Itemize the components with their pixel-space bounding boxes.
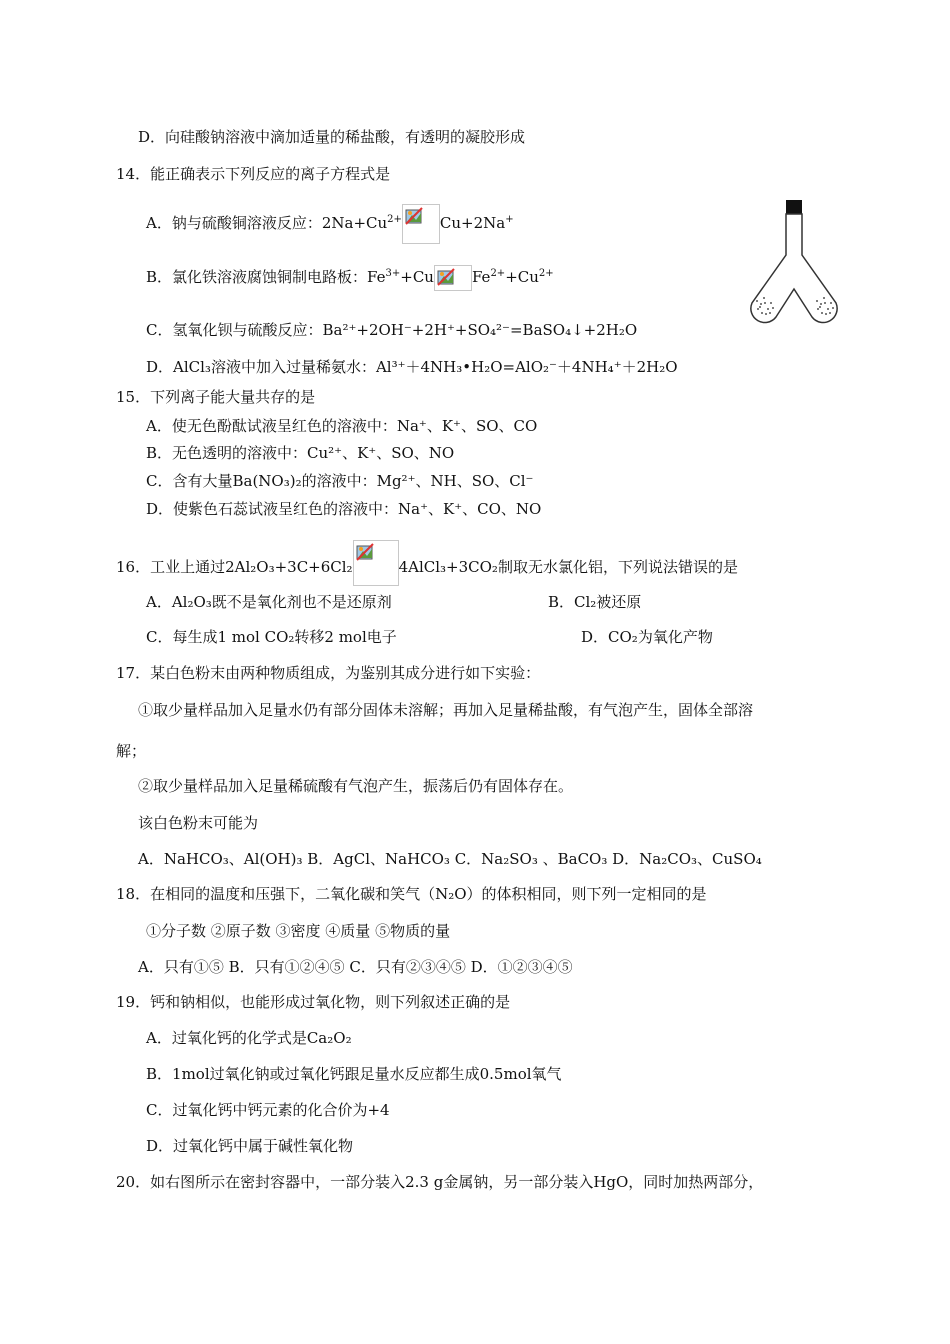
q16-option-b: B．Cl₂被还原: [548, 593, 642, 611]
q14-option-d: D．AlCl₃溶液中加入过量稀氨水：Al³⁺＋4NH₃•H₂O=AlO₂⁻＋4NH₄⁺＋2H₂O: [146, 358, 678, 376]
reaction-condition-image: [353, 540, 399, 586]
q16-option-d: D．CO₂为氧化产物: [581, 628, 713, 646]
q17-step1-cont: 解；: [116, 742, 147, 760]
q15-option-c: C．含有大量Ba(NO₃)₂的溶液中：Mg²⁺、NH、SO、Cl⁻: [146, 472, 534, 490]
q14-option-c: C．氢氧化钡与硫酸反应：Ba²⁺+2OH⁻+2H⁺+SO₄²⁻=BaSO₄↓+2H₂O: [146, 321, 638, 339]
reaction-arrow-image: [434, 265, 472, 291]
q15-option-b: B．无色透明的溶液中：Cu²⁺、K⁺、SO、NO: [146, 444, 455, 462]
q16-option-c: C．每生成1 mol CO₂转移2 mol电子: [146, 628, 397, 646]
q19-option-b: B．1mol过氧化钠或过氧化钙跟足量水反应都生成0.5mol氧气: [146, 1065, 562, 1083]
q14-stem: 14．能正确表示下列反应的离子方程式是: [116, 165, 391, 183]
q20-stem: 20．如右图所示在密封容器中，一部分装入2.3 g金属钠，另一部分装入HgO，同时加热两部分，: [116, 1173, 764, 1191]
q17-question: 该白色粉末可能为: [138, 814, 259, 832]
q16-stem: 16．工业上通过2Al₂O₃+3C+6Cl₂ 4AlCl₃+3CO₂制取无水氯化铝，下列说法错误的是: [116, 540, 738, 586]
q15-stem: 15．下列离子能大量共存的是: [116, 388, 316, 406]
q18-stem: 18．在相同的温度和压强下，二氧化碳和笑气（N₂O）的体积相同，则下列一定相同的是: [116, 885, 707, 903]
q17-step2: ②取少量样品加入足量稀硫酸有气泡产生，振荡后仍有固体存在。: [138, 777, 574, 795]
q18-options: A．只有①⑤ B．只有①②④⑤ C．只有②③④⑤ D．①②③④⑤: [138, 958, 573, 976]
reaction-arrow-image: [402, 204, 440, 244]
q18-items: ①分子数 ②原子数 ③密度 ④质量 ⑤物质的量: [146, 922, 451, 940]
q14-option-a: A．钠与硫酸铜溶液反应：$2Na+Cu^{2+}$ Cu+2Na+: [146, 204, 514, 244]
q19-stem: 19．钙和钠相似，也能形成过氧化物，则下列叙述正确的是: [116, 993, 511, 1011]
y-tube-apparatus-icon: [740, 195, 850, 335]
q16-option-a: A．Al₂O₃既不是氧化剂也不是还原剂: [146, 593, 392, 611]
q19-option-a: A．过氧化钙的化学式是Ca₂O₂: [146, 1029, 352, 1047]
q17-options: A．NaHCO₃、Al(OH)₃ B．AgCl、NaHCO₃ C．Na₂SO₃ 、BaCO₃ D．Na₂CO₃、CuSO₄: [138, 850, 762, 868]
broken-image-icon: [405, 207, 423, 225]
q17-stem: 17．某白色粉末由两种物质组成，为鉴别其成分进行如下实验：: [116, 664, 541, 682]
q17-step1: ①取少量样品加入足量水仍有部分固体未溶解；再加入足量稀盐酸，有气泡产生，固体全部溶: [138, 701, 754, 719]
q19-option-c: C．过氧化钙中钙元素的化合价为+4: [146, 1101, 390, 1119]
broken-image-icon: [356, 543, 374, 561]
q19-option-d: D．过氧化钙中属于碱性氧化物: [146, 1137, 354, 1155]
q13-option-d: D．向硅酸钠溶液中滴加适量的稀盐酸，有透明的凝胶形成: [138, 128, 526, 146]
q15-option-a: A．使无色酚酞试液呈红色的溶液中：Na⁺、K⁺、SO、CO: [146, 417, 538, 435]
q14-option-b: B．氯化铁溶液腐蚀铜制电路板：$Fe^{3+}+Cu$ $Fe^{2+}+Cu^{2+}$: [146, 265, 554, 291]
broken-image-icon: [437, 268, 455, 286]
q15-option-d: D．使紫色石蕊试液呈红色的溶液中：Na⁺、K⁺、CO、NO: [146, 500, 542, 518]
